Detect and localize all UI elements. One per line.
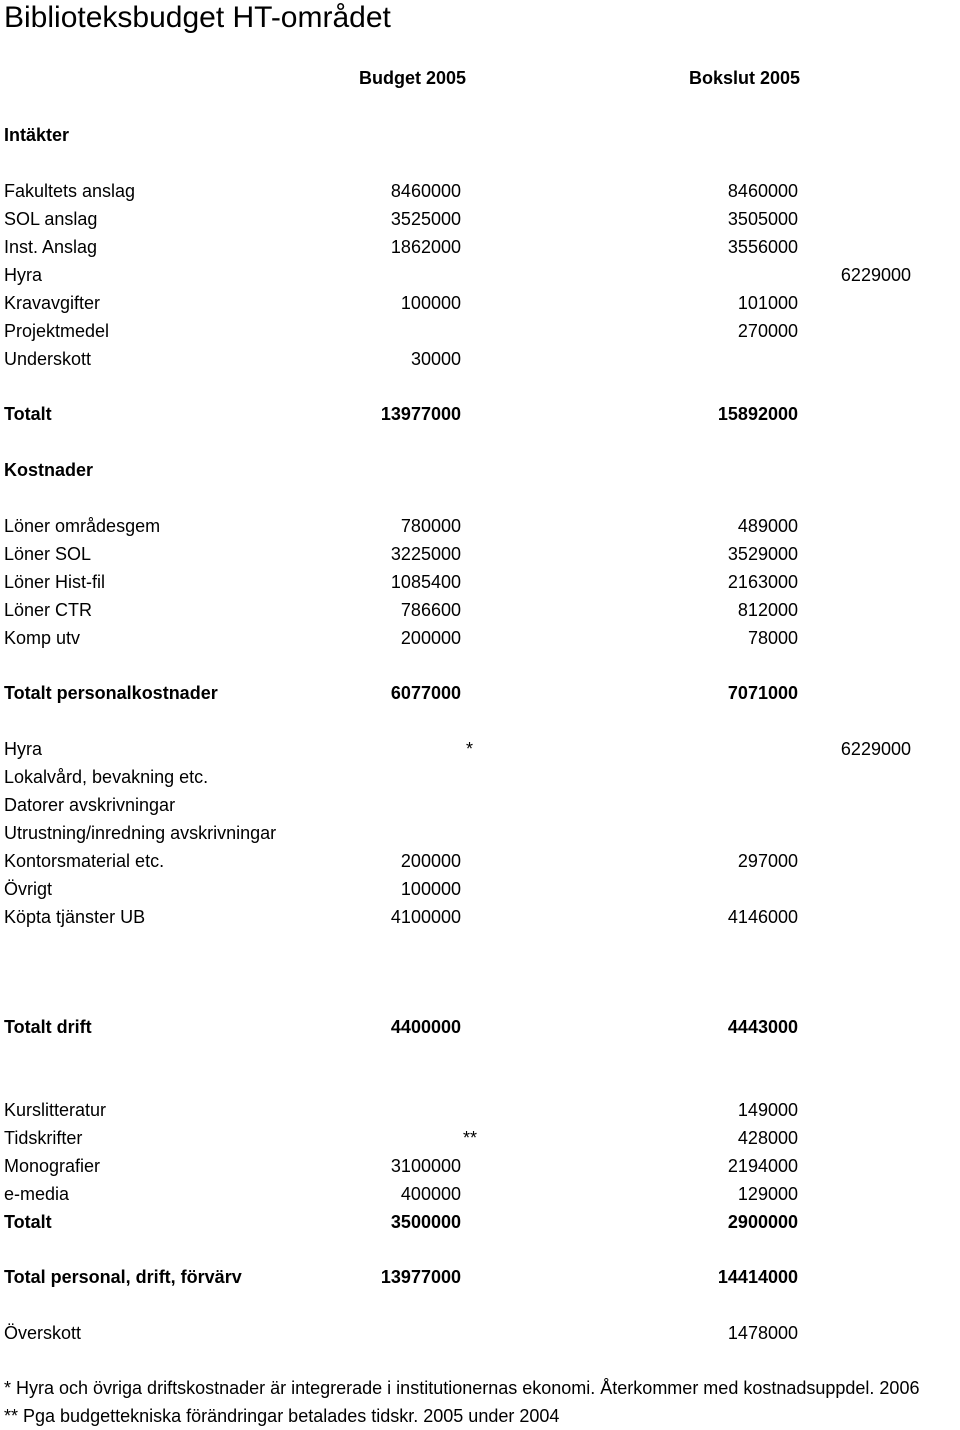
table-row [0, 1124, 960, 1152]
grand-total-row [0, 1263, 960, 1291]
table-row [0, 875, 960, 903]
row-label: Hyra [4, 739, 43, 759]
table-row [0, 903, 960, 931]
footnote-mark: ** [463, 1128, 478, 1148]
extra-value: 6229000 [840, 739, 911, 759]
budget-value: 4400000 [390, 1017, 461, 1037]
table-row [0, 624, 960, 652]
row-label: Komp utv [4, 628, 81, 648]
row-label: Utrustning/inredning avskrivningar [4, 823, 277, 843]
table-row [0, 763, 960, 791]
budget-value: 1085400 [390, 572, 461, 592]
table-row [0, 735, 960, 763]
table-row [0, 819, 960, 847]
bokslut-value: 14414000 [717, 1267, 798, 1287]
bokslut-value: 297000 [737, 851, 798, 871]
budget-value: 30000 [410, 349, 461, 369]
budget-value: 4100000 [390, 907, 461, 927]
bokslut-value: 270000 [737, 321, 798, 341]
bokslut-value: 428000 [737, 1128, 798, 1148]
table-row [0, 289, 960, 317]
budget-value: 8460000 [390, 181, 461, 201]
table-row [0, 345, 960, 373]
table-row [0, 791, 960, 819]
row-label: Datorer avskrivningar [4, 795, 176, 815]
column-header-budget: Budget 2005 [359, 68, 467, 88]
row-label: Totalt drift [4, 1017, 92, 1037]
row-label: Hyra [4, 265, 43, 285]
bokslut-value: 4443000 [727, 1017, 798, 1037]
budget-value: 100000 [400, 293, 461, 313]
row-label: Monografier [4, 1156, 101, 1176]
budget-value: 3225000 [390, 544, 461, 564]
extra-value: 6229000 [840, 265, 911, 285]
budget-value: 200000 [400, 851, 461, 871]
row-label: Total personal, drift, förvärv [4, 1267, 242, 1287]
bokslut-value: 3505000 [727, 209, 798, 229]
table-row [0, 261, 960, 289]
table-row [0, 1180, 960, 1208]
row-label: Överskott [4, 1323, 82, 1343]
bokslut-value: 15892000 [717, 404, 798, 424]
table-row [0, 847, 960, 875]
total-row-personal [0, 679, 960, 707]
bokslut-value: 7071000 [727, 683, 798, 703]
row-label: Totalt [4, 404, 52, 424]
table-row [0, 1152, 960, 1180]
budget-value: 3525000 [390, 209, 461, 229]
row-label: Kurslitteratur [4, 1100, 107, 1120]
table-row [0, 512, 960, 540]
bokslut-value: 3529000 [727, 544, 798, 564]
row-label: Övrigt [4, 879, 53, 899]
row-label: Projektmedel [4, 321, 110, 341]
bokslut-value: 489000 [737, 516, 798, 536]
row-label: Kravavgifter [4, 293, 101, 313]
budget-value: 3500000 [390, 1212, 461, 1232]
footnote-2: ** Pga budgettekniska förändringar betalades tidskr. 2005 under 2004 [4, 1406, 560, 1426]
row-label: Kontorsmaterial etc. [4, 851, 165, 871]
row-label: SOL anslag [4, 209, 98, 229]
budget-value: 13977000 [380, 1267, 461, 1287]
footnote-mark: * [466, 739, 474, 759]
bokslut-value: 101000 [737, 293, 798, 313]
section-heading-label: Kostnader [4, 460, 94, 480]
budget-value: 3100000 [390, 1156, 461, 1176]
row-label: Löner områdesgem [4, 516, 161, 536]
table-row [0, 233, 960, 261]
row-label: Löner CTR [4, 600, 93, 620]
page-title: Biblioteksbudget HT-området [4, 1, 391, 34]
budget-value: 786600 [400, 600, 461, 620]
table-row [0, 317, 960, 345]
total-row-intakter [0, 400, 960, 428]
row-label: Inst. Anslag [4, 237, 98, 257]
row-label: Löner SOL [4, 544, 92, 564]
row-label: Underskott [4, 349, 92, 369]
bokslut-value: 78000 [747, 628, 798, 648]
row-label: e-media [4, 1184, 70, 1204]
table-row [0, 596, 960, 624]
bokslut-value: 8460000 [727, 181, 798, 201]
total-row-forvarv [0, 1208, 960, 1236]
row-label: Totalt [4, 1212, 52, 1232]
row-label: Totalt personalkostnader [4, 683, 218, 703]
bokslut-value: 149000 [737, 1100, 798, 1120]
budget-value: 13977000 [380, 404, 461, 424]
column-header-bokslut: Bokslut 2005 [689, 68, 801, 88]
total-row-drift [0, 1013, 960, 1041]
row-label: Tidskrifter [4, 1128, 83, 1148]
table-row [0, 540, 960, 568]
row-label: Fakultets anslag [4, 181, 136, 201]
section-heading-intakter [0, 121, 960, 149]
bokslut-value: 2194000 [727, 1156, 798, 1176]
budget-value: 6077000 [390, 683, 461, 703]
row-label: Köpta tjänster UB [4, 907, 146, 927]
section-heading-label: Intäkter [4, 125, 70, 145]
budget-value: 100000 [400, 879, 461, 899]
table-row [0, 205, 960, 233]
budget-value: 1862000 [390, 237, 461, 257]
bokslut-value: 129000 [737, 1184, 798, 1204]
row-label: Löner Hist-fil [4, 572, 106, 592]
table-row [0, 568, 960, 596]
footnote-1: * Hyra och övriga driftskostnader är integrerade i institutionernas ekonomi. Återkommer med kostnadsuppdel. 2006 [4, 1378, 920, 1398]
budget-value: 200000 [400, 628, 461, 648]
row-label: Lokalvård, bevakning etc. [4, 767, 209, 787]
bokslut-value: 4146000 [727, 907, 798, 927]
bokslut-value: 1478000 [727, 1323, 798, 1343]
budget-value: 400000 [400, 1184, 461, 1204]
section-heading-kostnader [0, 456, 960, 484]
budget-value: 780000 [400, 516, 461, 536]
table-row [0, 1096, 960, 1124]
overskott-row [0, 1319, 960, 1347]
bokslut-value: 2900000 [727, 1212, 798, 1232]
bokslut-value: 2163000 [727, 572, 798, 592]
table-row [0, 177, 960, 205]
bokslut-value: 3556000 [727, 237, 798, 257]
bokslut-value: 812000 [737, 600, 798, 620]
